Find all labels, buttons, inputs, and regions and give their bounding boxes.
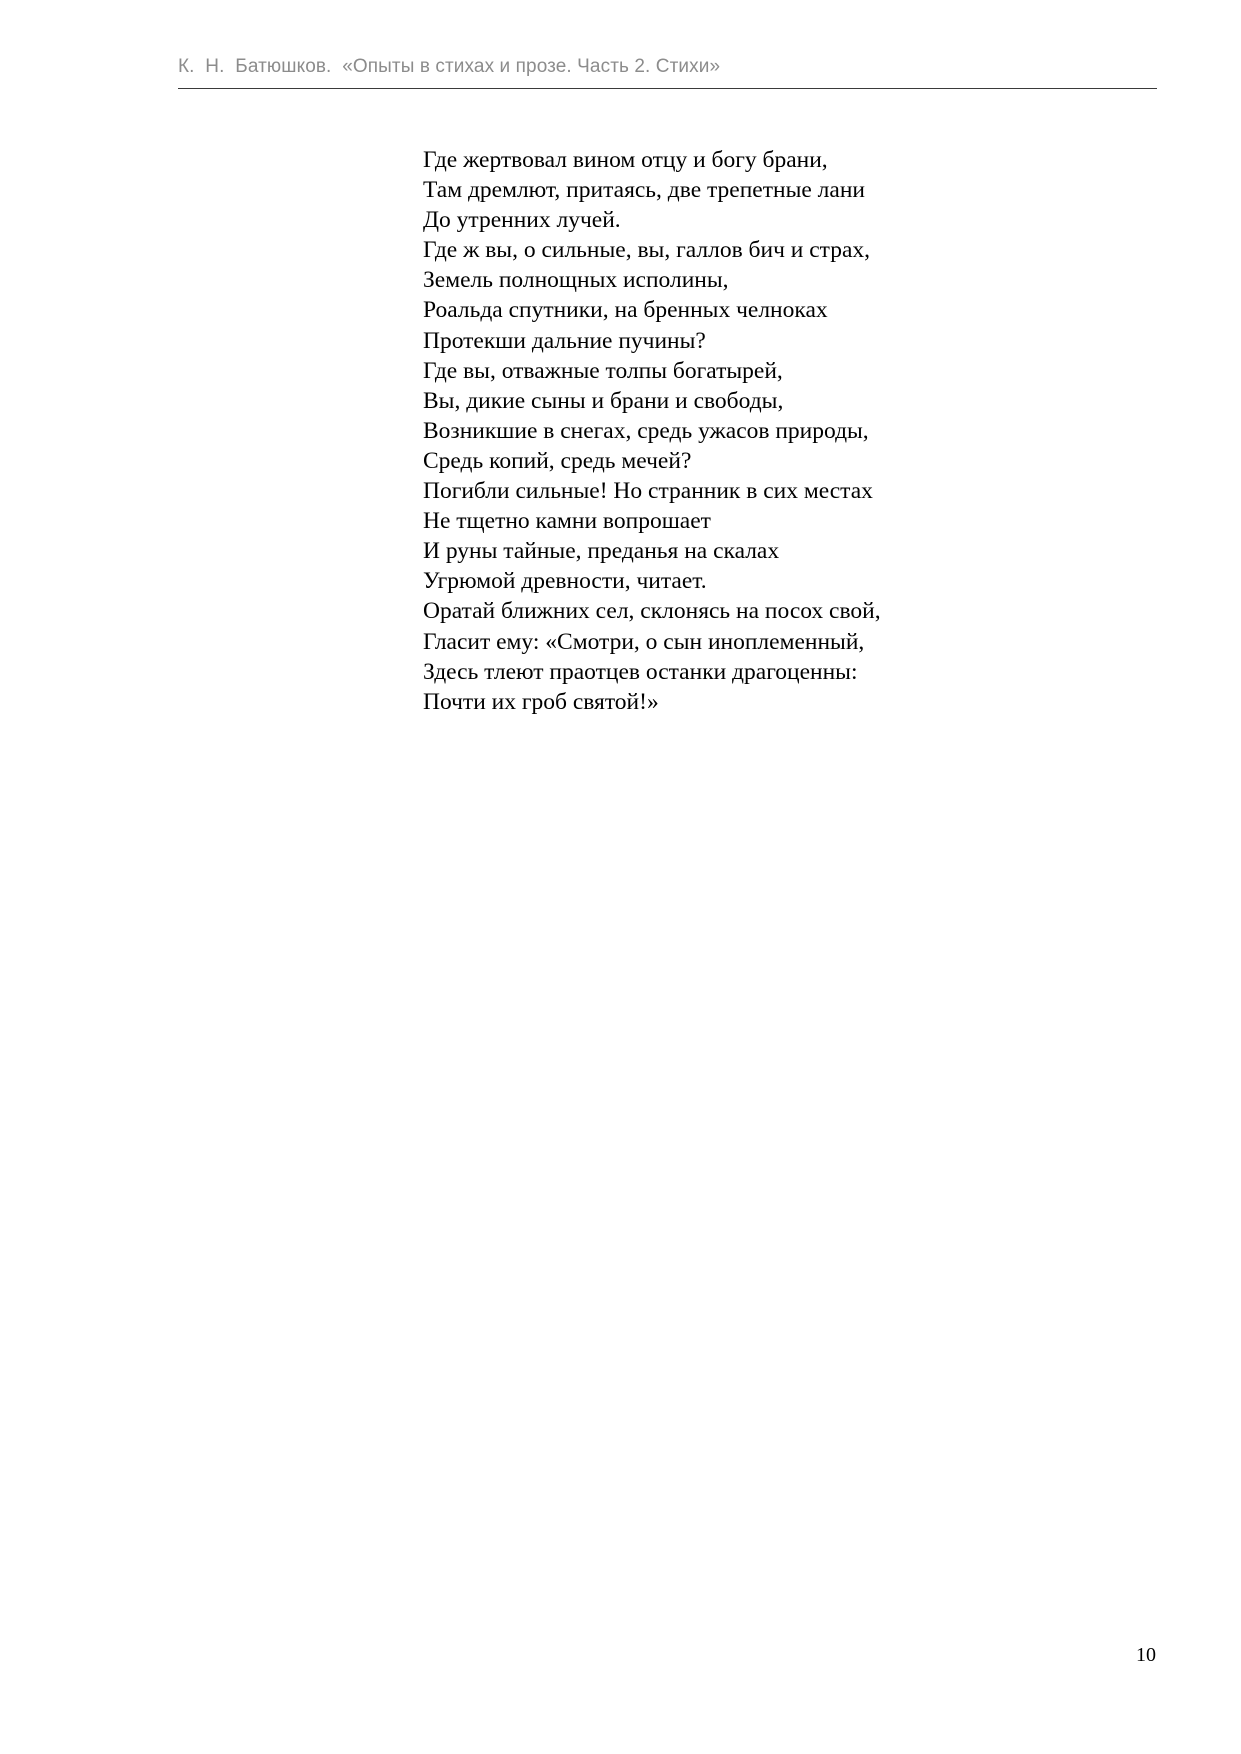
poem-line: Здесь тлеют праотцев останки драгоценны: [423, 658, 858, 685]
page-number: 10 [1136, 1644, 1156, 1666]
poem-line: Гласит ему: «Смотри, о сын иноплеменный, [423, 628, 865, 655]
poem-line: Оратай ближних сел, склонясь на посох свой, [423, 598, 881, 625]
poem-line: Почти их гроб святой!» [423, 688, 659, 715]
poem-line: Роальда спутники, на бренных челноках [423, 297, 828, 324]
poem-line: До утренних лучей. [423, 207, 621, 234]
poem-line: Вы, дикие сыны и брани и свободы, [423, 387, 784, 414]
poem-line: Там дремлют, притаясь, две трепетные лани [423, 177, 865, 204]
poem-line: Где ж вы, о сильные, вы, галлов бич и страх, [423, 237, 871, 264]
header-rule [178, 88, 1157, 89]
poem-line: Угрюмой древности, читает. [423, 568, 707, 595]
poem-line: Возникшие в снегах, средь ужасов природы, [423, 417, 869, 444]
poem-line: Где вы, отважные толпы богатырей, [423, 357, 783, 384]
poem-line: Не тщетно камни вопрошает [423, 508, 711, 535]
poem-line: И руны тайные, преданья на скалах [423, 538, 780, 565]
poem-text [423, 145, 881, 717]
poem-line: Где жертвовал вином отцу и богу брани, [423, 147, 828, 173]
poem-line: Протекши дальние пучины? [423, 327, 706, 354]
poem-line: Погибли сильные! Но странник в сих местах [423, 478, 873, 505]
poem-line: Средь копий, средь мечей? [423, 447, 692, 474]
poem-line: Земель полнощных исполины, [423, 267, 729, 294]
running-header: К. Н. Батюшков. «Опыты в стихах и прозе. Часть 2. Стихи» [178, 56, 721, 77]
